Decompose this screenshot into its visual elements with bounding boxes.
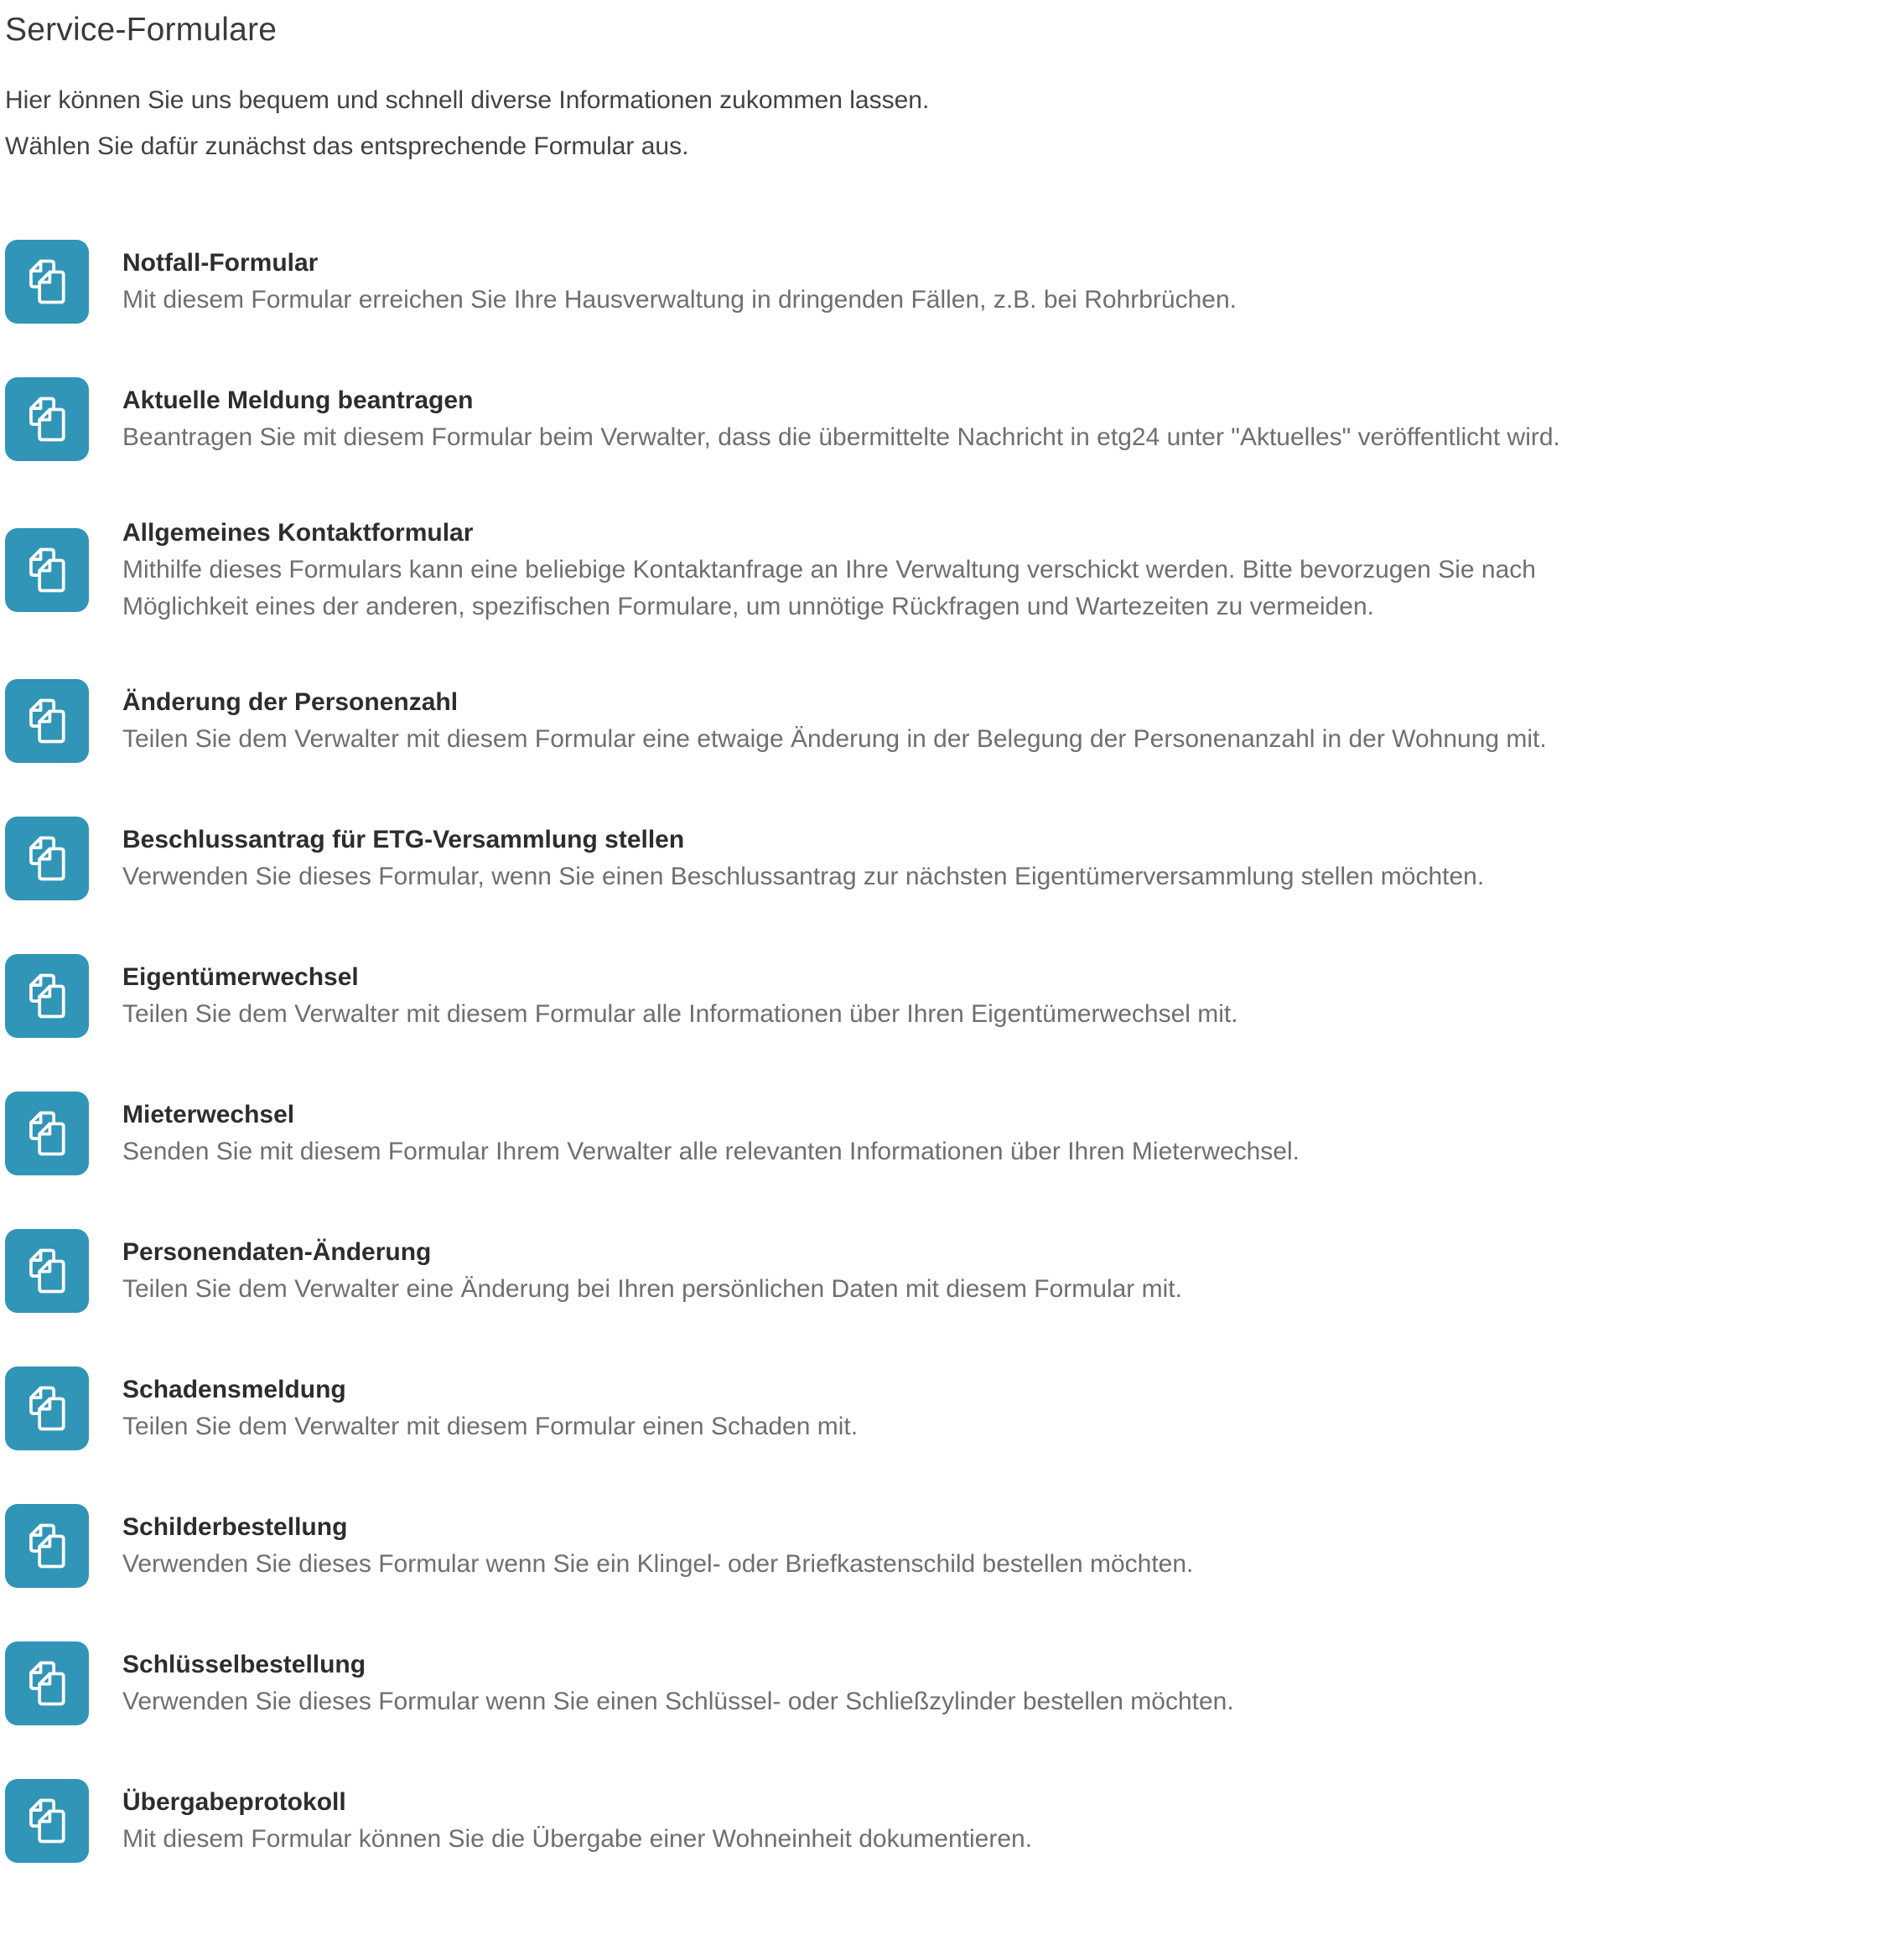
form-item-description: Verwenden Sie dieses Formular wenn Sie ein Klingel- oder Briefkastenschild bestellen möchten.: [122, 1550, 1194, 1578]
form-item-description: Teilen Sie dem Verwalter mit diesem Formular alle Informationen über Ihren Eigentümerwechsel mit.: [122, 1000, 1238, 1028]
copy-document-icon[interactable]: [5, 528, 89, 612]
form-item[interactable]: [5, 377, 1870, 461]
copy-document-icon[interactable]: [5, 1779, 89, 1863]
form-item-description: Mit diesem Formular können Sie die Übergabe einer Wohneinheit dokumentieren.: [122, 1825, 1033, 1853]
form-item-description: Mithilfe dieses Formulars kann eine beliebige Kontaktanfrage an Ihre Verwaltung verschickt werden. Bitte bevorzugen Sie nach Möglichkeit eines der anderen, spezifischen Formulare, um unnötige Rückfragen und Wartezeiten zu vermeiden.: [122, 556, 1536, 620]
copy-document-icon[interactable]: [5, 240, 89, 324]
form-list: [5, 240, 1870, 1863]
form-item-title: Aktuelle Meldung beantragen: [122, 386, 474, 414]
form-item-description: Beantragen Sie mit diesem Formular beim Verwalter, dass die übermittelte Nachricht in etg24 unter "Aktuelles" veröffentlicht wird.: [122, 423, 1560, 451]
form-item-title: Mieterwechsel: [122, 1101, 295, 1128]
copy-document-icon[interactable]: [5, 1092, 89, 1175]
copy-document-icon[interactable]: [5, 377, 89, 461]
form-item[interactable]: [5, 1229, 1870, 1313]
form-item-description: Verwenden Sie dieses Formular, wenn Sie einen Beschlussantrag zur nächsten Eigentümerversammlung stellen möchten.: [122, 863, 1485, 890]
form-item-title: Schilderbestellung: [122, 1513, 348, 1541]
form-item-title: Personendaten-Änderung: [122, 1238, 432, 1266]
form-item-title: Notfall-Formular: [122, 249, 319, 277]
copy-document-icon[interactable]: [5, 1367, 89, 1450]
form-item[interactable]: [5, 515, 1870, 625]
form-item[interactable]: [5, 240, 1870, 324]
form-item-title: Schadensmeldung: [122, 1376, 346, 1403]
form-item-title: Schlüsselbestellung: [122, 1651, 366, 1678]
form-item[interactable]: [5, 1641, 1870, 1725]
form-item[interactable]: [5, 1092, 1870, 1175]
form-item-description: Teilen Sie dem Verwalter eine Änderung bei Ihren persönlichen Daten mit diesem Formular mit.: [122, 1275, 1182, 1303]
form-item[interactable]: [5, 1504, 1870, 1588]
form-item-title: Änderung der Personenzahl: [122, 688, 459, 716]
form-item[interactable]: [5, 954, 1870, 1038]
form-item-title: Beschlussantrag für ETG-Versammlung stellen: [122, 826, 685, 853]
form-item[interactable]: [5, 1779, 1870, 1863]
intro-text: [5, 77, 1870, 169]
copy-document-icon[interactable]: [5, 1641, 89, 1725]
form-item[interactable]: [5, 817, 1870, 900]
intro-line-2: Wählen Sie dafür zunächst das entsprechende Formular aus.: [5, 132, 689, 160]
intro-line-1: Hier können Sie uns bequem und schnell diverse Informationen zukommen lassen.: [5, 86, 930, 114]
form-item-title: Übergabeprotokoll: [122, 1788, 346, 1816]
copy-document-icon[interactable]: [5, 679, 89, 763]
form-item-description: Mit diesem Formular erreichen Sie Ihre Hausverwaltung in dringenden Fällen, z.B. bei Rohrbrüchen.: [122, 286, 1237, 314]
copy-document-icon[interactable]: [5, 817, 89, 900]
form-item-description: Teilen Sie dem Verwalter mit diesem Formular eine etwaige Änderung in der Belegung der Personenanzahl in der Wohnung mit.: [122, 725, 1547, 753]
copy-document-icon[interactable]: [5, 954, 89, 1038]
form-item-description: Teilen Sie dem Verwalter mit diesem Formular einen Schaden mit.: [122, 1413, 859, 1440]
form-item[interactable]: [5, 679, 1870, 763]
form-item-title: Eigentümerwechsel: [122, 963, 359, 991]
page-title: Service-Formulare: [5, 12, 278, 48]
form-item-description: Senden Sie mit diesem Formular Ihrem Verwalter alle relevanten Informationen über Ihren Mieterwechsel.: [122, 1138, 1300, 1165]
copy-document-icon[interactable]: [5, 1504, 89, 1588]
copy-document-icon[interactable]: [5, 1229, 89, 1313]
form-item[interactable]: [5, 1367, 1870, 1450]
form-item-title: Allgemeines Kontaktformular: [122, 519, 474, 547]
form-item-description: Verwenden Sie dieses Formular wenn Sie einen Schlüssel- oder Schließzylinder bestellen möchten.: [122, 1688, 1234, 1715]
